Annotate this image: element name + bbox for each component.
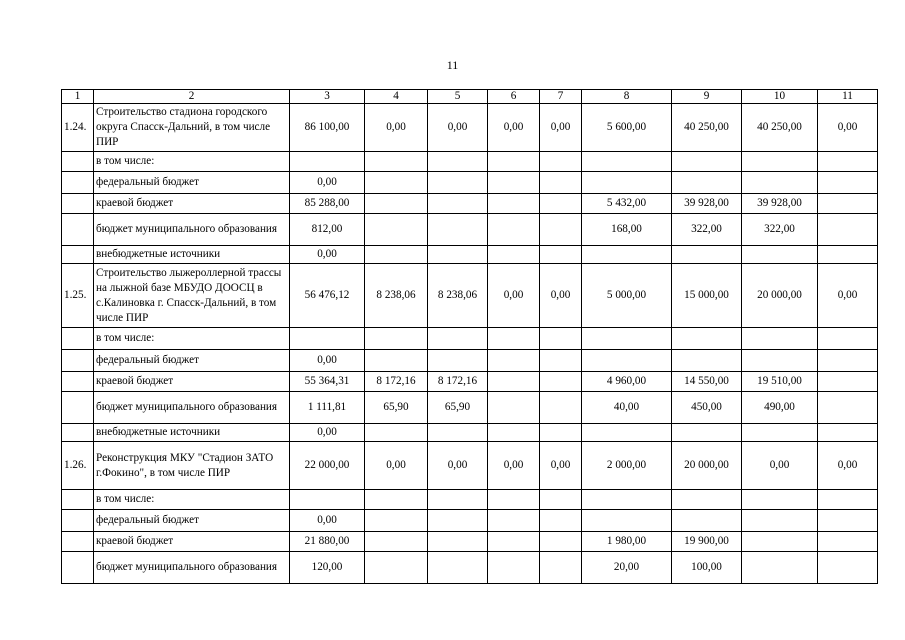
column-header: 11 [818, 90, 878, 104]
value-cell: 450,00 [672, 392, 742, 424]
table-row [62, 442, 878, 490]
value-cell: 0,00 [818, 104, 878, 152]
row-number: 1.26. [62, 442, 94, 490]
value-cell [818, 152, 878, 172]
value-cell: 39 928,00 [672, 194, 742, 214]
value-cell [540, 490, 582, 510]
value-cell [365, 328, 428, 350]
value-cell [818, 392, 878, 424]
value-cell: 0,00 [290, 246, 365, 264]
value-cell [818, 214, 878, 246]
value-cell [365, 510, 428, 532]
value-cell: 322,00 [672, 214, 742, 246]
value-cell [428, 350, 488, 372]
row-name: в том числе: [94, 152, 290, 172]
value-cell [582, 152, 672, 172]
column-header: 1 [62, 90, 94, 104]
value-cell [488, 350, 540, 372]
row-name: Реконструкция МКУ "Стадион ЗАТО г.Фокино", в том числе ПИР [94, 442, 290, 490]
value-cell [365, 490, 428, 510]
value-cell [818, 510, 878, 532]
value-cell [672, 490, 742, 510]
value-cell [818, 424, 878, 442]
value-cell [540, 214, 582, 246]
row-number [62, 194, 94, 214]
row-name: в том числе: [94, 328, 290, 350]
value-cell: 19 900,00 [672, 532, 742, 552]
value-cell [488, 392, 540, 424]
row-number [62, 532, 94, 552]
value-cell [672, 246, 742, 264]
table-row [62, 104, 878, 152]
value-cell [818, 552, 878, 584]
value-cell [488, 552, 540, 584]
table-row [62, 424, 878, 442]
value-cell: 21 880,00 [290, 532, 365, 552]
value-cell [365, 246, 428, 264]
value-cell [488, 424, 540, 442]
row-name: Строительство стадиона городского округа Спасск-Дальний, в том числе ПИР [94, 104, 290, 152]
value-cell: 0,00 [818, 264, 878, 328]
value-cell [540, 152, 582, 172]
value-cell: 8 238,06 [428, 264, 488, 328]
value-cell [672, 350, 742, 372]
value-cell [818, 194, 878, 214]
table-row [62, 490, 878, 510]
value-cell: 55 364,31 [290, 372, 365, 392]
table-row [62, 246, 878, 264]
value-cell: 322,00 [742, 214, 818, 246]
value-cell: 168,00 [582, 214, 672, 246]
value-cell [488, 532, 540, 552]
value-cell: 0,00 [488, 264, 540, 328]
value-cell [428, 152, 488, 172]
value-cell [290, 152, 365, 172]
column-header: 9 [672, 90, 742, 104]
row-name: в том числе: [94, 490, 290, 510]
value-cell [672, 172, 742, 194]
value-cell: 0,00 [290, 424, 365, 442]
value-cell: 8 172,16 [365, 372, 428, 392]
value-cell [365, 172, 428, 194]
value-cell: 5 000,00 [582, 264, 672, 328]
value-cell [742, 152, 818, 172]
value-cell: 120,00 [290, 552, 365, 584]
value-cell: 65,90 [365, 392, 428, 424]
table-row [62, 194, 878, 214]
value-cell [428, 510, 488, 532]
value-cell [488, 510, 540, 532]
value-cell [488, 490, 540, 510]
row-number [62, 510, 94, 532]
value-cell [290, 490, 365, 510]
value-cell: 20,00 [582, 552, 672, 584]
page-number: 11 [446, 58, 459, 72]
value-cell [582, 350, 672, 372]
table-row [62, 172, 878, 194]
value-cell [582, 246, 672, 264]
value-cell [488, 152, 540, 172]
value-cell: 0,00 [818, 442, 878, 490]
value-cell: 0,00 [428, 104, 488, 152]
value-cell [540, 246, 582, 264]
value-cell [742, 510, 818, 532]
value-cell [540, 194, 582, 214]
value-cell: 0,00 [365, 442, 428, 490]
value-cell [540, 392, 582, 424]
value-cell [742, 350, 818, 372]
column-header: 5 [428, 90, 488, 104]
value-cell: 86 100,00 [290, 104, 365, 152]
value-cell [540, 172, 582, 194]
value-cell [672, 510, 742, 532]
value-cell: 22 000,00 [290, 442, 365, 490]
value-cell [582, 328, 672, 350]
value-cell [540, 552, 582, 584]
value-cell: 20 000,00 [742, 264, 818, 328]
value-cell [488, 372, 540, 392]
value-cell: 100,00 [672, 552, 742, 584]
column-header: 6 [488, 90, 540, 104]
row-number [62, 392, 94, 424]
row-number [62, 350, 94, 372]
value-cell: 56 476,12 [290, 264, 365, 328]
value-cell: 8 238,06 [365, 264, 428, 328]
row-name: федеральный бюджет [94, 350, 290, 372]
value-cell: 0,00 [540, 264, 582, 328]
value-cell: 40,00 [582, 392, 672, 424]
value-cell: 0,00 [290, 510, 365, 532]
table-row [62, 552, 878, 584]
value-cell [428, 424, 488, 442]
value-cell: 2 000,00 [582, 442, 672, 490]
value-cell [428, 532, 488, 552]
value-cell [540, 424, 582, 442]
value-cell [428, 328, 488, 350]
row-number: 1.24. [62, 104, 94, 152]
value-cell: 0,00 [540, 442, 582, 490]
table-row [62, 372, 878, 392]
value-cell [488, 328, 540, 350]
column-header: 10 [742, 90, 818, 104]
value-cell: 39 928,00 [742, 194, 818, 214]
column-header: 2 [94, 90, 290, 104]
value-cell: 40 250,00 [742, 104, 818, 152]
row-number [62, 214, 94, 246]
value-cell: 0,00 [488, 104, 540, 152]
value-cell [488, 246, 540, 264]
row-number [62, 372, 94, 392]
value-cell [818, 246, 878, 264]
table-row [62, 264, 878, 328]
value-cell [540, 350, 582, 372]
row-name: бюджет муниципального образования [94, 552, 290, 584]
value-cell [818, 328, 878, 350]
table-row [62, 510, 878, 532]
value-cell: 0,00 [365, 104, 428, 152]
value-cell [428, 214, 488, 246]
column-header: 3 [290, 90, 365, 104]
value-cell [540, 372, 582, 392]
row-name: федеральный бюджет [94, 510, 290, 532]
value-cell [540, 532, 582, 552]
value-cell [742, 246, 818, 264]
value-cell: 40 250,00 [672, 104, 742, 152]
value-cell: 19 510,00 [742, 372, 818, 392]
value-cell: 8 172,16 [428, 372, 488, 392]
row-name: федеральный бюджет [94, 172, 290, 194]
value-cell [290, 328, 365, 350]
row-number [62, 328, 94, 350]
value-cell: 20 000,00 [672, 442, 742, 490]
value-cell [818, 372, 878, 392]
row-name: краевой бюджет [94, 372, 290, 392]
value-cell: 0,00 [290, 172, 365, 194]
value-cell: 15 000,00 [672, 264, 742, 328]
header-row [62, 90, 878, 104]
row-number [62, 490, 94, 510]
value-cell [428, 552, 488, 584]
value-cell [428, 172, 488, 194]
value-cell [488, 194, 540, 214]
row-name: бюджет муниципального образования [94, 214, 290, 246]
value-cell [540, 328, 582, 350]
value-cell [742, 424, 818, 442]
value-cell: 5 432,00 [582, 194, 672, 214]
value-cell [365, 194, 428, 214]
column-header: 8 [582, 90, 672, 104]
column-header: 4 [365, 90, 428, 104]
row-number [62, 424, 94, 442]
value-cell [365, 552, 428, 584]
row-number [62, 246, 94, 264]
value-cell [742, 172, 818, 194]
budget-table [61, 89, 878, 584]
value-cell [582, 424, 672, 442]
value-cell: 65,90 [428, 392, 488, 424]
row-number: 1.25. [62, 264, 94, 328]
value-cell: 490,00 [742, 392, 818, 424]
value-cell [742, 328, 818, 350]
row-name: внебюджетные источники [94, 246, 290, 264]
row-number [62, 172, 94, 194]
value-cell: 0,00 [488, 442, 540, 490]
value-cell: 0,00 [428, 442, 488, 490]
value-cell [428, 194, 488, 214]
value-cell [818, 350, 878, 372]
value-cell: 0,00 [742, 442, 818, 490]
table-row [62, 152, 878, 172]
value-cell: 1 980,00 [582, 532, 672, 552]
value-cell [672, 328, 742, 350]
value-cell: 4 960,00 [582, 372, 672, 392]
value-cell [365, 424, 428, 442]
table-row [62, 532, 878, 552]
value-cell [365, 214, 428, 246]
value-cell [818, 172, 878, 194]
value-cell: 1 111,81 [290, 392, 365, 424]
value-cell [365, 532, 428, 552]
value-cell [742, 490, 818, 510]
value-cell [818, 532, 878, 552]
table-row [62, 328, 878, 350]
value-cell: 14 550,00 [672, 372, 742, 392]
value-cell [582, 510, 672, 532]
row-name: краевой бюджет [94, 532, 290, 552]
value-cell [365, 350, 428, 372]
value-cell [365, 152, 428, 172]
value-cell: 5 600,00 [582, 104, 672, 152]
row-name: краевой бюджет [94, 194, 290, 214]
value-cell: 0,00 [290, 350, 365, 372]
value-cell [428, 490, 488, 510]
value-cell [428, 246, 488, 264]
value-cell [488, 172, 540, 194]
value-cell [672, 152, 742, 172]
row-name: бюджет муниципального образования [94, 392, 290, 424]
row-name: внебюджетные источники [94, 424, 290, 442]
row-name: Строительство лыжероллерной трассы на лыжной базе МБУДО ДООСЦ в с.Калиновка г. Спасск-Дальний, в том числе ПИР [94, 264, 290, 328]
table-row [62, 392, 878, 424]
value-cell: 85 288,00 [290, 194, 365, 214]
value-cell [818, 490, 878, 510]
value-cell [582, 490, 672, 510]
row-number [62, 152, 94, 172]
value-cell: 812,00 [290, 214, 365, 246]
value-cell: 0,00 [540, 104, 582, 152]
table-row [62, 350, 878, 372]
value-cell [540, 510, 582, 532]
table-row [62, 214, 878, 246]
column-header: 7 [540, 90, 582, 104]
table-body [62, 90, 878, 584]
value-cell [488, 214, 540, 246]
row-number [62, 552, 94, 584]
value-cell [742, 552, 818, 584]
value-cell [672, 424, 742, 442]
value-cell [582, 172, 672, 194]
value-cell [742, 532, 818, 552]
